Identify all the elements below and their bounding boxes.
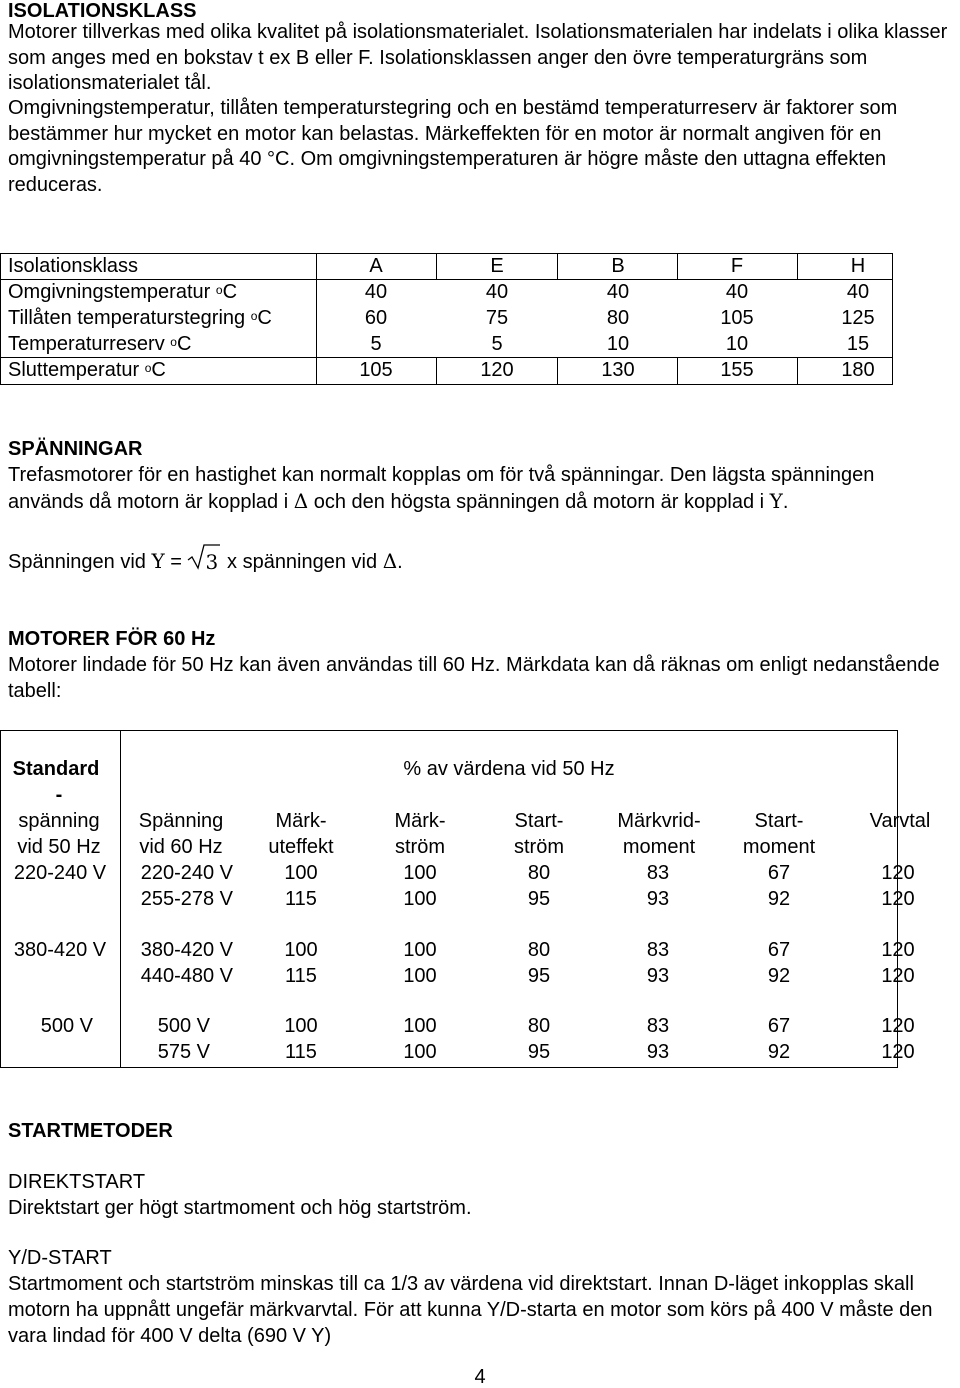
degree-sup: o — [250, 309, 258, 323]
mt-standard-dash: - — [55, 784, 63, 806]
mt-standard-line1: spänning — [18, 810, 100, 832]
iso-cell: 40 — [846, 281, 870, 303]
unit: C — [222, 281, 238, 303]
mt-col-header-current-line1: Märk- — [394, 810, 446, 832]
motor-60hz-table — [0, 730, 931, 1068]
iso-cell: 5 — [370, 333, 382, 355]
mt-cell: 92 — [767, 965, 791, 987]
mt-std-voltage: 380-420 V — [13, 939, 107, 961]
iso-row-label-text: Temperaturreserv — [8, 333, 171, 355]
iso-cell: 60 — [364, 307, 388, 329]
mt-standard-line2: vid 50 Hz — [17, 836, 101, 858]
direct-start-text: Direktstart ger högt startmoment och hög startström. — [8, 1197, 472, 1219]
iso-border-right — [892, 253, 893, 384]
mt-cell-voltage60: 220-240 V — [140, 862, 233, 884]
mt-cell: 120 — [881, 1041, 915, 1063]
iso-div — [557, 357, 558, 384]
iso-cell: 40 — [725, 281, 749, 303]
iso-class-h: H — [850, 255, 866, 277]
mt-cell: 95 — [527, 965, 551, 987]
mt-border-top — [0, 730, 898, 731]
mt-cell: 120 — [881, 965, 915, 987]
mt-cell: 115 — [285, 1041, 317, 1063]
mt-cell: 93 — [646, 888, 670, 910]
mt-cell: 100 — [284, 862, 318, 884]
iso-row-label — [8, 279, 237, 305]
sqrt-sign-icon — [187, 548, 221, 572]
mt-cell: 120 — [881, 862, 915, 884]
voltages-paragraph — [8, 462, 948, 515]
iso-cell: 40 — [606, 281, 630, 303]
mt-cell-voltage60: 575 V — [157, 1041, 210, 1063]
mt-cell-voltage60: 440-480 V — [140, 965, 233, 987]
formula-eq: = — [164, 551, 188, 573]
isolation-paragraph-1 — [8, 20, 948, 97]
motors60-paragraph-text: Motorer lindade för 50 Hz kan även användas till 60 Hz. Märkdata kan då räknas om enligt nedanstående tabell: — [8, 654, 940, 702]
iso-row-label — [8, 357, 166, 383]
mt-cell: 83 — [646, 1015, 670, 1037]
mt-cell: 100 — [403, 1041, 437, 1063]
iso-row-ambient — [0, 279, 893, 305]
mt-cell: 92 — [767, 1041, 791, 1063]
iso-cell: 40 — [485, 281, 509, 303]
iso-row-label-text: Omgivningstemperatur — [8, 281, 216, 303]
direct-start-title: DIREKTSTART — [8, 1171, 146, 1193]
mt-cell-voltage60: 500 V — [157, 1015, 210, 1037]
yd-start-text: Startmoment och startström minskas till ca 1/3 av värdena vid direktstart. Innan D-läget inkopplas skall motorn ha uppnått ungefär märkvarvtal. För att kunna Y/D-starta en motor som körs på 400 V måste den vara lindad för 400 V delta (690 V Y) — [8, 1273, 933, 1347]
unit: C — [257, 307, 272, 329]
isolation-paragraph-2-text: Omgivningstemperatur, tillåten temperaturstegring och en bestämd temperaturreserv är faktorer som bestämmer hur mycket en motor kan belastas. Märkeffekten för en motor är normalt angiven för en omgivningstemperatur på 40 °C. Om omgivningstemperaturen är högre måste den uttagna effekten reduceras. — [8, 97, 898, 196]
unit: C — [176, 333, 192, 355]
iso-border-total-top — [0, 357, 893, 358]
mt-cell: 93 — [646, 1041, 670, 1063]
iso-class-f: F — [730, 255, 744, 277]
mt-cell-voltage60: 255-278 V — [140, 888, 233, 910]
iso-div — [436, 357, 437, 384]
startmethods-heading: STARTMETODER — [8, 1120, 173, 1142]
iso-row-label-text: Sluttemperatur — [8, 359, 145, 381]
mt-cell: 100 — [403, 862, 437, 884]
iso-div — [677, 253, 678, 280]
iso-div — [436, 253, 437, 280]
mt-cell: 80 — [527, 862, 551, 884]
iso-cell: 75 — [485, 307, 509, 329]
mt-cell: 120 — [881, 888, 915, 910]
mt-col-header-starttorque-line1: Start- — [754, 810, 804, 832]
mt-col-header-voltage-line1: Spänning — [138, 810, 224, 832]
iso-cell: 40 — [364, 281, 388, 303]
iso-cell: 120 — [480, 359, 514, 381]
mt-cell: 83 — [646, 862, 670, 884]
mt-cell: 80 — [527, 939, 551, 961]
delta-symbol: Δ — [293, 489, 309, 513]
mt-standard-title: Standard — [12, 758, 100, 780]
mt-std-voltage: 500 V — [40, 1015, 93, 1037]
unit: C — [151, 359, 166, 381]
mt-col-header-voltage-line2: vid 60 Hz — [139, 836, 223, 858]
isolation-heading: ISOLATIONSKLASS — [8, 0, 197, 22]
iso-row-final — [0, 357, 893, 383]
mt-cell: 100 — [403, 1015, 437, 1037]
mt-col-header-current-line2: ström — [395, 836, 445, 858]
iso-cell: 105 — [359, 359, 393, 381]
iso-cell: 180 — [841, 359, 875, 381]
mt-cell: 83 — [646, 939, 670, 961]
motors60-heading: MOTORER FÖR 60 Hz — [8, 628, 216, 650]
mt-cell: 80 — [527, 1015, 551, 1037]
mt-col-header-startcurrent-line2: ström — [514, 836, 564, 858]
iso-cell: 105 — [720, 307, 754, 329]
formula-suffix: x spänningen vid — [221, 551, 383, 573]
iso-div — [677, 357, 678, 384]
iso-cell: 5 — [491, 333, 503, 355]
formula-y: Y — [151, 549, 165, 573]
iso-div — [797, 357, 798, 384]
iso-cell: 15 — [846, 333, 870, 355]
mt-cell: 92 — [767, 888, 791, 910]
mt-std-voltage: 220-240 V — [13, 862, 107, 884]
iso-cell: 125 — [841, 307, 875, 329]
mt-col-header-power-line1: Märk- — [275, 810, 327, 832]
iso-cell: 10 — [725, 333, 749, 355]
mt-cell-voltage60: 380-420 V — [140, 939, 233, 961]
mt-cell: 115 — [285, 965, 317, 987]
voltages-text-a: Trefasmotorer för en hastighet kan normalt kopplas om för två spänningar. Den lägsta spänningen används då motorn är kopplad i — [8, 464, 875, 513]
iso-class-b: B — [611, 255, 625, 277]
iso-row-reserve — [0, 331, 893, 357]
mt-col-header-speed-line1: Varvtal — [869, 810, 931, 832]
mt-cell: 120 — [881, 1015, 915, 1037]
formula-prefix: Spänningen vid — [8, 551, 152, 573]
voltages-text-b: och den högsta spänningen då motorn är kopplad i — [308, 491, 770, 513]
iso-cell: 130 — [601, 359, 635, 381]
y-symbol: Y — [769, 489, 783, 513]
iso-class-e: E — [490, 255, 504, 277]
iso-header-label: Isolationsklass — [8, 255, 139, 277]
iso-row-label-text: Tillåten temperaturstegring — [8, 307, 251, 329]
mt-cell: 95 — [527, 888, 551, 910]
mt-cell: 93 — [646, 965, 670, 987]
mt-cell: 67 — [767, 939, 791, 961]
mt-cell: 120 — [881, 939, 915, 961]
mt-border-bottom — [0, 1067, 898, 1068]
mt-cell: 67 — [767, 1015, 791, 1037]
iso-border-top — [0, 253, 893, 254]
motors60-paragraph — [8, 652, 948, 704]
iso-cell: 155 — [720, 359, 754, 381]
mt-col-header-power-line2: uteffekt — [268, 836, 334, 858]
iso-row-rise — [0, 305, 893, 331]
iso-border-bottom — [0, 384, 893, 385]
voltages-heading: SPÄNNINGAR — [8, 438, 143, 460]
isolation-paragraph-2 — [8, 96, 948, 198]
mt-col-header-starttorque-line2: moment — [742, 836, 816, 858]
formula-end: . — [397, 551, 403, 573]
degree-sup: o — [170, 335, 177, 349]
mt-cell: 95 — [527, 1041, 551, 1063]
yd-start-title: Y/D-START — [8, 1247, 112, 1269]
degree-sup: o — [144, 361, 152, 375]
mt-cell: 115 — [285, 888, 317, 910]
mt-col-header-torque-line1: Märkvrid- — [617, 810, 701, 832]
mt-cell: 100 — [284, 1015, 318, 1037]
iso-border-header — [0, 279, 893, 280]
formula-delta: Δ — [382, 549, 398, 573]
isolation-table — [0, 253, 893, 383]
mt-cell: 100 — [403, 888, 437, 910]
mt-cell: 100 — [403, 965, 437, 987]
iso-div — [557, 253, 558, 280]
voltages-text-c: . — [782, 491, 789, 513]
iso-row-label — [8, 305, 272, 331]
iso-div — [797, 253, 798, 280]
isolation-paragraph-1-text: Motorer tillverkas med olika kvalitet på isolationsmaterialet. Isolationsmaterialen har indelats i olika klasser som anges med en bokstav t ex B eller F. Isolationsklassen anger den övre temperaturgräns som isolationsmaterialet tål. — [8, 21, 948, 94]
mt-cell: 67 — [767, 862, 791, 884]
mt-cell: 100 — [284, 939, 318, 961]
iso-header-row — [0, 253, 893, 279]
iso-cell: 80 — [606, 307, 630, 329]
iso-border-left — [0, 253, 1, 384]
iso-row-label — [8, 331, 191, 357]
iso-class-a: A — [369, 255, 383, 277]
mt-col-header-torque-line2: moment — [622, 836, 696, 858]
page-number: 4 — [474, 1366, 486, 1388]
mt-percent-header: % av värdena vid 50 Hz — [403, 758, 615, 780]
iso-border-mid — [316, 253, 317, 384]
voltage-formula — [8, 547, 403, 576]
degree-sup: o — [215, 283, 223, 297]
mt-col-header-startcurrent-line1: Start- — [514, 810, 564, 832]
mt-cell: 100 — [403, 939, 437, 961]
iso-cell: 10 — [606, 333, 630, 355]
formula-root: 3 — [205, 550, 219, 574]
